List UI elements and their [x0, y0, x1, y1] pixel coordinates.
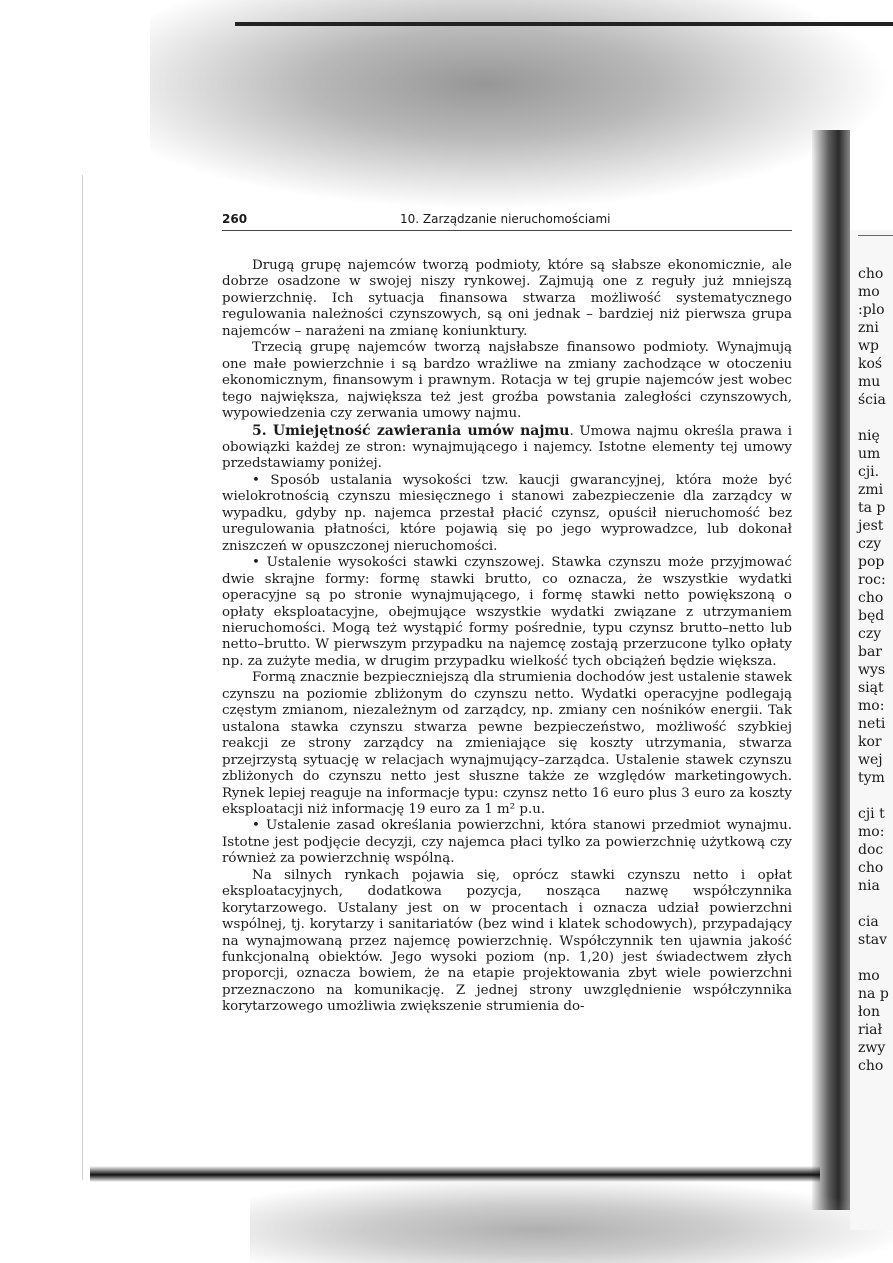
facing-page-fragment: cia	[858, 914, 879, 930]
paragraph	[222, 423, 792, 473]
facing-page-fragment: zni	[858, 320, 879, 336]
facing-page-rule	[858, 235, 893, 236]
book-spine-shadow	[812, 130, 850, 1210]
scan-shadow-top	[150, 0, 893, 210]
page-header	[222, 210, 792, 231]
facing-page-fragment: mo	[858, 284, 880, 300]
facing-page	[850, 230, 893, 1230]
facing-page-fragment: siąt	[858, 680, 884, 696]
facing-page-fragment: cho	[858, 266, 884, 282]
facing-page-fragment: cji.	[858, 464, 880, 480]
scan-shadow-bottom	[250, 1180, 893, 1263]
facing-page-fragment: cho	[858, 1058, 884, 1074]
facing-page-fragment: kor	[858, 734, 882, 750]
paragraph: Trzecią grupę najemców tworzą najsłabsze finansowo podmioty. Wynajmują one małe powierzchnie i są bardzo wrażliwe na zmiany zachodzące w otoczeniu ekonomicznym, finansowym i prawnym. Rotacja w tej grupie najemców jest wobec tego największa, największa też jest groźba powstania zaległości czynszowych, wypowiedzenia czy zerwania umowy najmu.	[222, 340, 792, 422]
facing-page-fragment: zmi	[858, 482, 884, 498]
facing-page-fragment: neti	[858, 716, 886, 732]
paragraph: Formą znacznie bezpieczniejszą dla strumienia dochodów jest ustalenie stawek czynszu na poziomie zbliżonym do czynszu netto. Wydatki operacyjne podlegają częstym zmianom, niezależnym od zarządcy, np. zmiany cen nośników energii. Tak ustalona stawka czynszu stwarza pewne bezpieczeństwo, możliwość szybkiej reakcji ze strony zarządcy na zmieniające się koszty utrzymania, stwarza przejrzystą sytuację w relacjach wynajmujący–zarządca. Ustalenie stawek czynszu zbliżonych do czynszu netto jest słuszne także ze względów marketingowych. Rynek lepiej reaguje na informacje typu: czynsz netto 16 euro plus 3 euro za koszty eksploatacji niż informację 19 euro za 1 m² p.u.	[222, 670, 792, 817]
facing-page-fragment: mo:	[858, 698, 885, 714]
facing-page-fragment: cji t	[858, 806, 885, 822]
facing-page-fragment: nia	[858, 878, 880, 894]
facing-page-fragment: zwy	[858, 1040, 886, 1056]
facing-page-fragment: riał	[858, 1022, 883, 1038]
facing-page-fragment: pop	[858, 554, 885, 570]
facing-page-fragment: nię	[858, 428, 880, 444]
facing-page-fragment: roc:	[858, 572, 886, 588]
bullet-paragraph: • Ustalenie wysokości stawki czynszowej. Stawka czynszu może przyjmować dwie skrajne formy: formę stawki brutto, co oznacza, że wszystkie wydatki operacyjne są po stronie wynajmującego, i formę stawki netto powiększoną o opłaty eksploatacyjne, obejmujące wszystkie wydatki związane z utrzymaniem nieruchomości. Mogą też wystąpić formy pośrednie, typu czynsz brutto–netto lub netto–brutto. W pierwszym przypadku na najemcę zostają przerzucone tylko opłaty np. za zużyte media, w drugim przypadku wielkość tych obciążeń będzie większa.	[222, 555, 792, 669]
paragraph: Drugą grupę najemców tworzą podmioty, które są słabsze ekonomicznie, ale dobrze osadzone w swojej niszy rynkowej. Zajmują one z reguły już mniejszą powierzchnię. Ich sytuacja finansowa stwarza możliwość systematycznego regulowania należności czynszowych, są oni jednak – bardziej niż pierwsza grupa najemców – narażeni na zmianę koniunktury.	[222, 258, 792, 339]
facing-page-fragment: cho	[858, 860, 884, 876]
facing-page-fragment: doc	[858, 842, 884, 858]
facing-page-fragment: na p	[858, 986, 889, 1002]
facing-page-fragment: łon	[858, 1004, 880, 1020]
facing-page-fragment: bar	[858, 644, 883, 660]
facing-page-fragment: jest	[858, 518, 884, 534]
facing-page-fragment: mo	[858, 968, 880, 984]
facing-page-fragment: mo:	[858, 824, 885, 840]
bullet-paragraph: • Sposób ustalania wysokości tzw. kaucji gwarancyjnej, która może być wielokrotnością czynszu miesięcznego i stanowi zabezpieczenie dla zarządcy w wypadku, gdyby np. najemca przestał płacić czynsz, opuścił nieruchomość bez uregulowania płatności, które pojawią się po jego wyprowadzce, lub dokonał zniszczeń w opuszczonej nieruchomości.	[222, 472, 792, 554]
body-text	[222, 258, 792, 1016]
paragraph-text: . Umowa najmu określa prawa i obowiązki każdej ze stron: wynajmującego i najemcy. Istotne elementy tej umowy przedstawiamy poniżej.	[222, 423, 792, 472]
facing-page-fragment: mu	[858, 374, 881, 390]
facing-page-fragment: czy	[858, 626, 882, 642]
facing-page-fragment: koś	[858, 356, 883, 372]
bullet-paragraph: • Ustalenie zasad określania powierzchni, która stanowi przedmiot wynajmu. Istotne jest podjęcie decyzji, czy najemca płaci tylko za powierzchnię użytkową czy również za powierzchnię wspólną.	[222, 818, 792, 867]
facing-page-fragment: cho	[858, 590, 884, 606]
facing-page-fragment: wys	[858, 662, 886, 678]
section-heading: 5. Umiejętność zawierania umów najmu	[252, 422, 570, 439]
scan-margin-line	[82, 175, 83, 1180]
facing-page-fragment: wej	[858, 752, 883, 768]
facing-page-fragment: będ	[858, 608, 885, 624]
page-number: 260	[222, 212, 248, 226]
running-head: 10. Zarządzanie nieruchomościami	[400, 212, 611, 226]
facing-page-fragment: wp	[858, 338, 879, 354]
facing-page-fragment: czy	[858, 536, 882, 552]
facing-page-fragment: ścia	[858, 392, 886, 408]
paragraph: Na silnych rynkach pojawia się, oprócz stawki czynszu netto i opłat eksploatacyjnych, dodatkowa pozycja, nosząca nazwę współczynnika korytarzowego. Ustalany jest on w procentach i oznacza udział powierzchni wspólnej, tj. korytarzy i sanitariatów (bez wind i klatek schodowych), przypadający na wynajmowaną przez najemcę powierzchnię. Współczynnik ten ujawnia jakość funkcjonalną obiektów. Jego wysoki poziom (np. 1,20) jest świadectwem złych proporcji, oznacza bowiem, że na etapie projektowania zbyt wiele powierzchni przeznaczono na komunikację. Z jednej strony uwzględnienie współczynnika korytarzowego umożliwia zwiększenie strumienia do-	[222, 867, 792, 1015]
scan-edge-top	[235, 22, 893, 26]
facing-page-fragment: um	[858, 446, 881, 462]
facing-page-fragment: stav	[858, 932, 888, 948]
facing-page-fragment: ta p	[858, 500, 886, 516]
facing-page-fragment: :plo	[858, 302, 885, 318]
facing-page-fragment: tym	[858, 770, 885, 786]
